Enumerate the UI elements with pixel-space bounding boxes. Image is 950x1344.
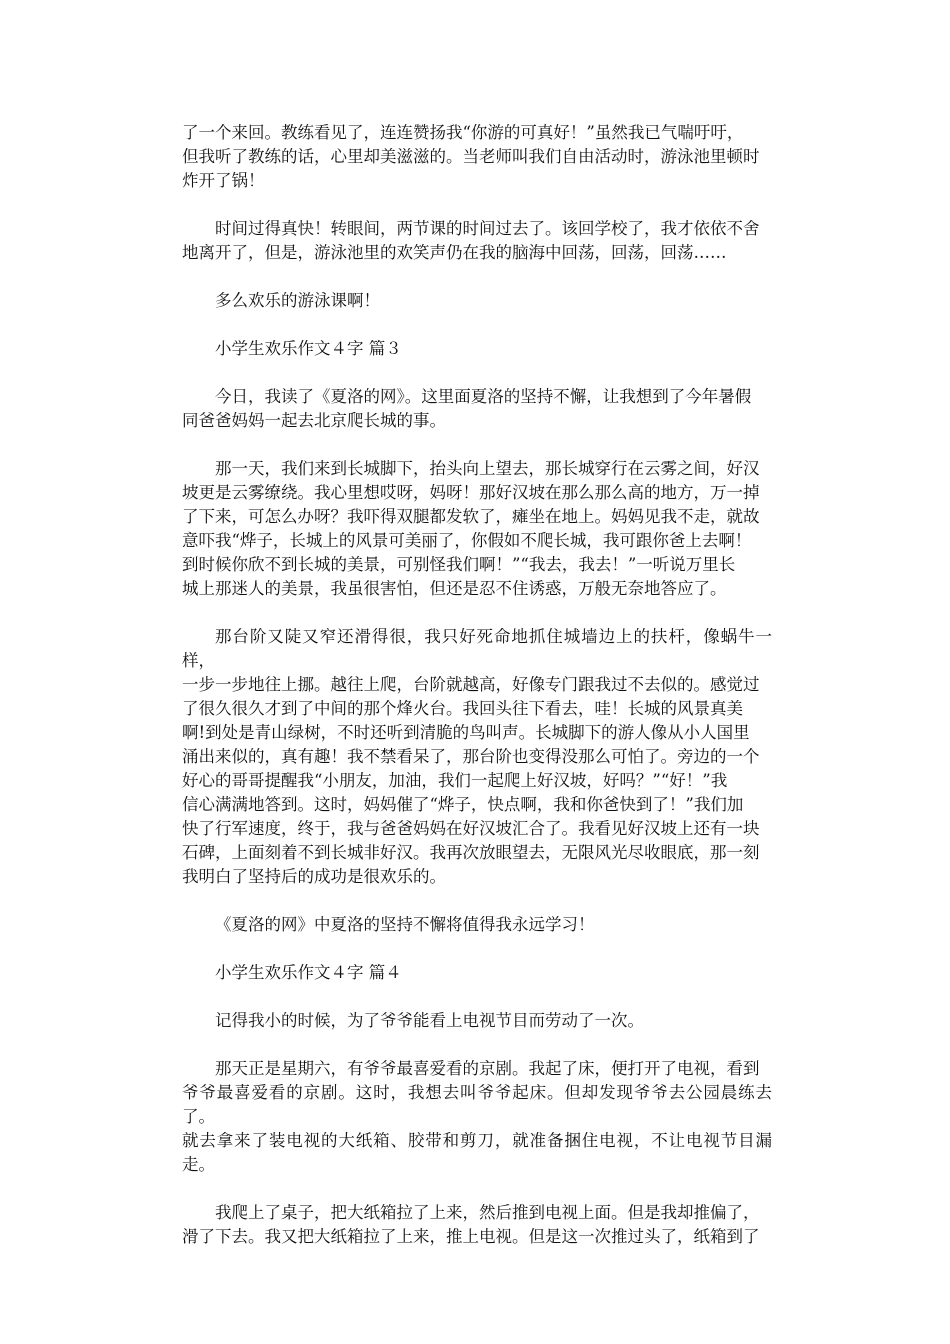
paragraph-charlotte-lesson: 《夏洛的网》中夏洛的坚持不懈将值得我永远学习！: [215, 915, 595, 934]
paragraph-time-flies: 时间过得真快！转眼间，两节课的时间过去了。该回学校了，我才依依不舍 地离开了，但是，游泳池里的欢笑声仍在我的脑海中回荡，回荡，回荡……: [182, 219, 760, 262]
paragraph-remember-childhood: 记得我小的时候，为了爷爷能看上电视节目而劳动了一次。: [215, 1011, 644, 1030]
paragraph-climbing-steps: 那台阶又陡又窄还滑得很，我只好死命地抓住城墙边上的扶杆，像蜗牛一样， 一步一步地往上挪。越往上爬，台阶就越高，好像专门跟我过不去似的。感觉过 了很久很久才到了中间的那个烽火台。我回头往下看去，哇！长城的风景真美 啊!到处是青山绿树，不时还听到清脆的鸟叫声。长城脚下的游人像从小人国里 涌出来似的，真有趣！我不禁看呆了，那台阶也变得没那么可怕了。旁边的一个 好心的哥哥提醒我“小朋友，加油，我们一起爬上好汉坡，好吗？”“好！”我 信心满满地答到。这时，妈妈催了“烨子，快点啊，我和你爸快到了！”我们加 快了行军速度，终于，我与爸爸妈妈在好汉坡汇合了。我看见好汉坡上还有一块 石碑，上面刻着不到长城非好汉。我再次放眼望去，无限风光尽收眼底，那一刻 我明白了坚持后的成功是很欢乐的。: [182, 627, 772, 886]
paragraph-read-charlottes-web: 今日，我读了《夏洛的网》。这里面夏洛的坚持不懈，让我想到了今年暑假 同爸爸妈妈一起去北京爬长城的事。: [182, 387, 752, 430]
section-heading-4: 小学生欢乐作文４字 篇４: [215, 963, 402, 982]
paragraph-great-wall-foot: 那一天，我们来到长城脚下，抬头向上望去，那长城穿行在云雾之间，好汉 坡更是云雾缭绕。我心里想哎呀，妈呀！那好汉坡在那么那么高的地方，万一掉 了下来，可怎么办呀？我吓得双腿都发软了，瘫坐在地上。妈妈见我不走，就故 意吓我“烨子，长城上的风景可美丽了，你假如不爬长城，我可跟你爸上去啊！ 到时候你欣不到长城的美景，可别怪我们啊！”“我去，我去！”一听说万里长 城上那迷人的美景，我虽很害怕，但还是忍不住诱惑，万般无奈地答应了。: [182, 459, 760, 598]
paragraph-happy-swim-class: 多么欢乐的游泳课啊！: [215, 291, 380, 310]
paragraph-climbed-table: 我爬上了桌子，把大纸箱拉了上来，然后推到电视上面。但是我却推偏了， 滑了下去。我又把大纸箱拉了上来，推上电视。但是这一次推过头了，纸箱到了: [182, 1203, 760, 1246]
paragraph-continuation: 了一个来回。教练看见了，连连赞扬我“你游的可真好！”虽然我已气喘吁吁， 但我听了教练的话，心里却美滋滋的。当老师叫我们自由活动时，游泳池里顿时 炸开了锅！: [182, 123, 760, 190]
paragraph-saturday-opera: 那天正是星期六，有爷爷最喜爱看的京剧。我起了床，便打开了电视，看到 爷爷最喜爱看的京剧。这时，我想去叫爷爷起床。但却发现爷爷去公园晨练去了。 就去拿来了装电视的大纸箱、胶带和剪刀，就准备捆住电视，不让电视节目漏走。: [182, 1059, 772, 1174]
document-page: [182, 121, 772, 1273]
section-heading-3: 小学生欢乐作文４字 篇３: [215, 339, 402, 358]
